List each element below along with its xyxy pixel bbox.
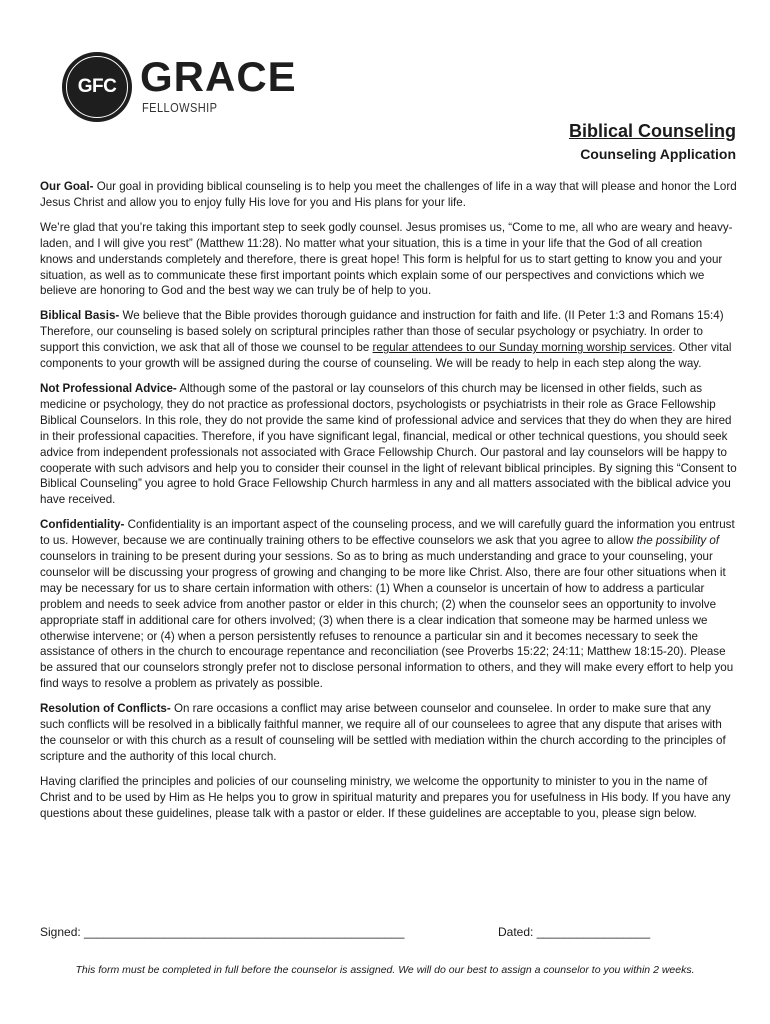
biblical-basis-heading: Biblical Basis- (40, 309, 120, 323)
confidentiality-text: Confidentiality is an important aspect of the counseling process, and we will carefully guard the information you entrust to us. However, because we are continually training others to be effective counselors we ask that you agree to allow (40, 518, 735, 548)
biblical-basis-text-end: . Other vital components to your growth will be assigned during the course of counseling. We will be ready to help in each step along the way. (40, 341, 732, 371)
biblical-basis-paragraph (40, 308, 738, 372)
confidentiality-heading: Confidentiality- (40, 518, 125, 532)
logo-subname: FELLOWSHIP (142, 100, 218, 115)
resolution-of-conflicts-heading: Resolution of Conflicts- (40, 702, 171, 716)
worship-attendance-requirement: regular attendees to our Sunday morning worship services (372, 341, 673, 355)
confidentiality-italic: the possibility of (636, 534, 720, 548)
dated-field[interactable]: Dated: _________________ (498, 925, 651, 939)
logo-name: GRACE (140, 53, 297, 100)
resolution-of-conflicts-text: On rare occasions a conflict may arise between counselor and counselee. In order to make sure that any such conflicts will be resolved in a biblically faithful manner, we require all of our counselees to agree that any dispute that arises with the counselor or with this church as a result of counseling will be settled with mediation within the church according to the principles of scripture and the authority of this local church. (40, 702, 726, 763)
signed-field[interactable]: Signed: ________________________________________________ (40, 925, 405, 939)
goal-text: Our goal in providing biblical counseling is to help you meet the challenges of life in a way that will please and honor the Lord Jesus Christ and allow you to enjoy fully His love for you and His plans for your life. (40, 180, 737, 209)
resolution-of-conflicts-paragraph (40, 701, 738, 765)
page-subtitle: Counseling Application (580, 146, 736, 162)
biblical-basis-text: We believe that the Bible provides thorough guidance and instruction for faith and life. (II Peter 1:3 and Romans 15:4) Therefore, our counseling is based solely on scriptural principles rather than those of secular psychology or psychiatry. In order to support this conviction, we ask that all of those we counsel to be (40, 309, 724, 355)
confidentiality-paragraph (40, 517, 738, 692)
page-title: Biblical Counseling (568, 121, 736, 141)
closing-text: Having clarified the principles and policies of our counseling ministry, we welcome the opportunity to minister to you in the name of Christ and to be used by Him as He helps you to grow in spiritual maturity and prepares you for usefulness in His body. If you have any questions about these guidelines, please talk with a pastor or elder. If these guidelines are acceptable to you, please sign below. (40, 774, 731, 820)
footer-note: This form must be completed in full before the counselor is assigned. We will do our best to assign a counselor to you within 2 weeks. (75, 964, 695, 976)
closing-paragraph (40, 774, 738, 822)
confidentiality-text-end: counselors in training to be present during your sessions. So as to bring as much understanding and grace to your counseling, your counselor will be discussing your progress of growing and changing to be more like Christ. Also, there are four other situations when it may be necessary for us to share certain information with others: (1) When a counselor is uncertain of how to address a particular problem and needs to seek advice from another pastor or elder in this church; (2) when the counselor sees an opportunity to involve appropriate staff in additional care for others involved; (3) when there is a clear indication that someone may be harmed unless we otherwise intervene; or (4) when a person persistently refuses to renounce a particular sin and it becomes necessary to seek the assistance of others in the church to encourage repentance and reconciliation (see Proverbs 15:22; 24:11; Matthew 18:15-20). Please be assured that our counselors strongly prefer not to disclose personal information to others, and they will make every effort to help you find ways to resolve a problem as privately as possible. (40, 550, 734, 691)
not-professional-advice-heading: Not Professional Advice- (40, 381, 177, 395)
goal-paragraph (40, 179, 738, 211)
goal-heading: Our Goal- (40, 180, 94, 193)
not-professional-advice-paragraph (40, 381, 738, 508)
church-logo (62, 52, 297, 124)
intro-paragraph (40, 220, 738, 300)
intro-text: We’re glad that you’re taking this important step to seek godly counsel. Jesus promises us, “Come to me, all who are weary and heavy-laden, and I will give you rest” (Matthew 11:28). No matter what your situation, this is a time in your life that the God of all creation knows and understands completely and therefore, there is great hope! This form is helpful for us to start getting to know you and your situation, as well as to communicate these first important points which explain some of our perspectives and convictions which we believe are honoring to God and the best way we can truly be of help to you. (40, 220, 733, 298)
document-body (40, 179, 738, 831)
not-professional-advice-text: Although some of the pastoral or lay counselors of this church may be licensed in other fields, such as medicine or psychology, they do not practice as professional doctors, psychologists or psychiatrists in their role as Grace Fellowship Biblical Counselors. In this role, they do not provide the same kind of professional advice and services that they do when they are hired in their professional capacities. Therefore, if you have significant legal, financial, medical or other technical questions, you should seek advice from independent professionals not associated with Grace Fellowship Church. Our pastoral and lay counselors will be happy to cooperate with such advisors and help you to consider their counsel in the light of relevant biblical principles. By signing this “Consent to Biblical Counseling” you agree to hold Grace Fellowship Church harmless in any and all matters associated with the biblical advice you have received. (40, 381, 737, 507)
logo-monogram: GFC (62, 52, 132, 122)
